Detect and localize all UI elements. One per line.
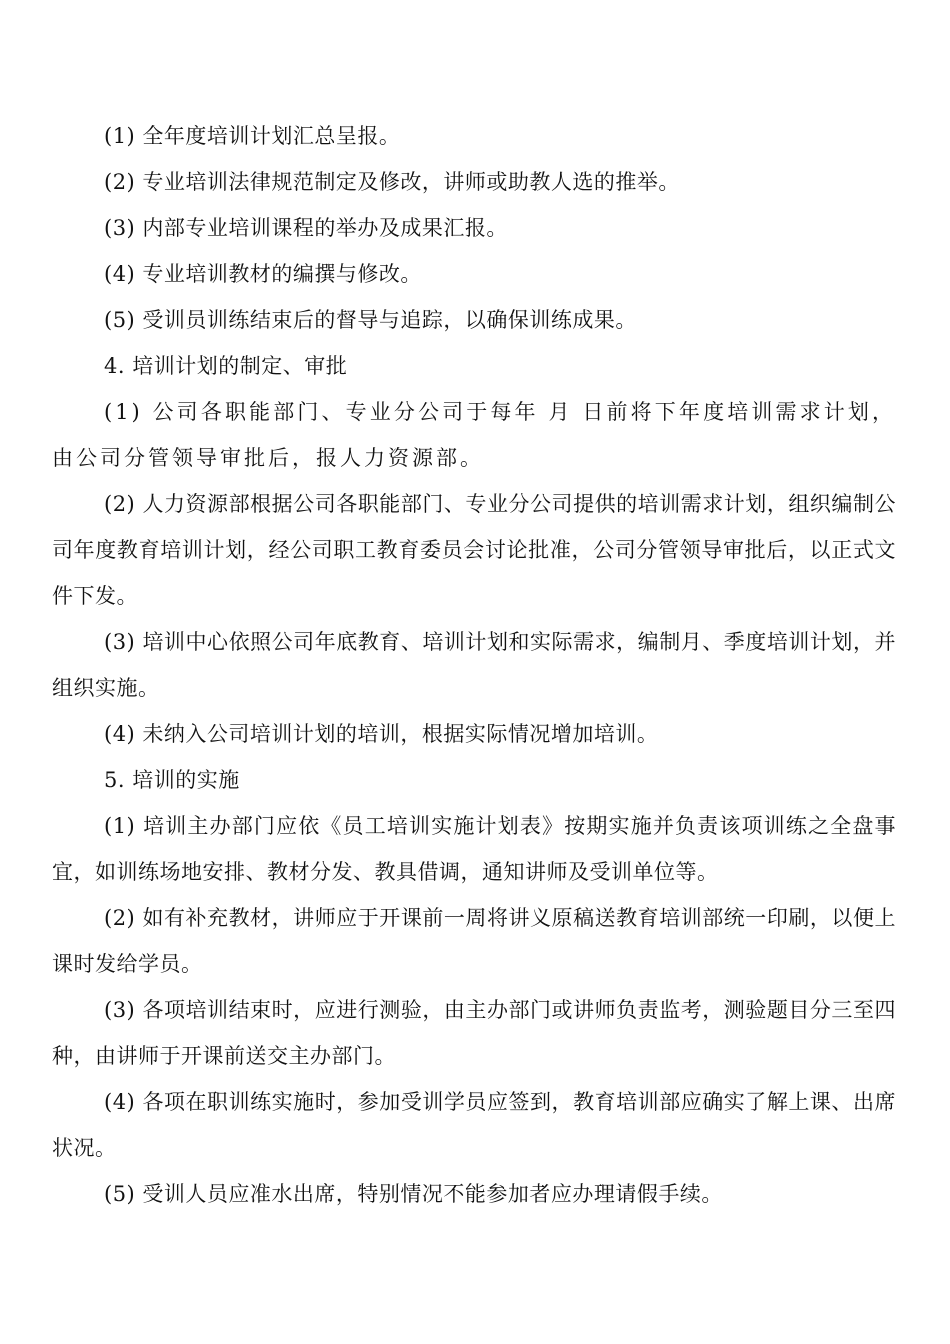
paragraph-implement-2: (2) 如有补充教材，讲师应于开课前一周将讲义原稿送教育培训部统一印刷，以便上课时发给学员。 [52, 906, 896, 976]
document-body [52, 113, 896, 1217]
section-heading-4: 4. 培训计划的制定、审批 [104, 354, 348, 378]
paragraph-plan-3: (3) 培训中心依照公司年底教育、培训计划和实际需求，编制月、季度培训计划，并组织实施。 [52, 630, 896, 700]
paragraph-implement-1: (1) 培训主办部门应依《员工培训实施计划表》按期实施并负责该项训练之全盘事宜，如训练场地安排、教材分发、教具借调，通知讲师及受训单位等。 [52, 814, 896, 884]
paragraph-item-5: (5) 受训员训练结束后的督导与追踪，以确保训练成果。 [104, 308, 637, 332]
section-heading-5: 5. 培训的实施 [104, 768, 240, 792]
paragraph-item-3: (3) 内部专业培训课程的举办及成果汇报。 [104, 216, 508, 240]
paragraph-item-4: (4) 专业培训教材的编撰与修改。 [104, 262, 422, 286]
paragraph-plan-4: (4) 未纳入公司培训计划的培训，根据实际情况增加培训。 [104, 722, 659, 746]
paragraph-item-2: (2) 专业培训法律规范制定及修改，讲师或助教人选的推举。 [104, 170, 680, 194]
paragraph-item-1: (1) 全年度培训计划汇总呈报。 [104, 124, 401, 148]
paragraph-plan-1: (1) 公司各职能部门、专业分公司于每年 月 日前将下年度培训需求计划，由公司分管领导审批后，报人力资源部。 [52, 400, 896, 470]
paragraph-plan-2: (2) 人力资源部根据公司各职能部门、专业分公司提供的培训需求计划，组织编制公司年度教育培训计划，经公司职工教育委员会讨论批准，公司分管领导审批后，以正式文件下发。 [52, 492, 896, 608]
paragraph-implement-3: (3) 各项培训结束时，应进行测验，由主办部门或讲师负责监考，测验题目分三至四种，由讲师于开课前送交主办部门。 [52, 998, 896, 1068]
paragraph-implement-5: (5) 受训人员应准水出席，特别情况不能参加者应办理请假手续。 [104, 1182, 723, 1206]
paragraph-implement-4: (4) 各项在职训练实施时，参加受训学员应签到，教育培训部应确实了解上课、出席状况。 [52, 1090, 896, 1160]
